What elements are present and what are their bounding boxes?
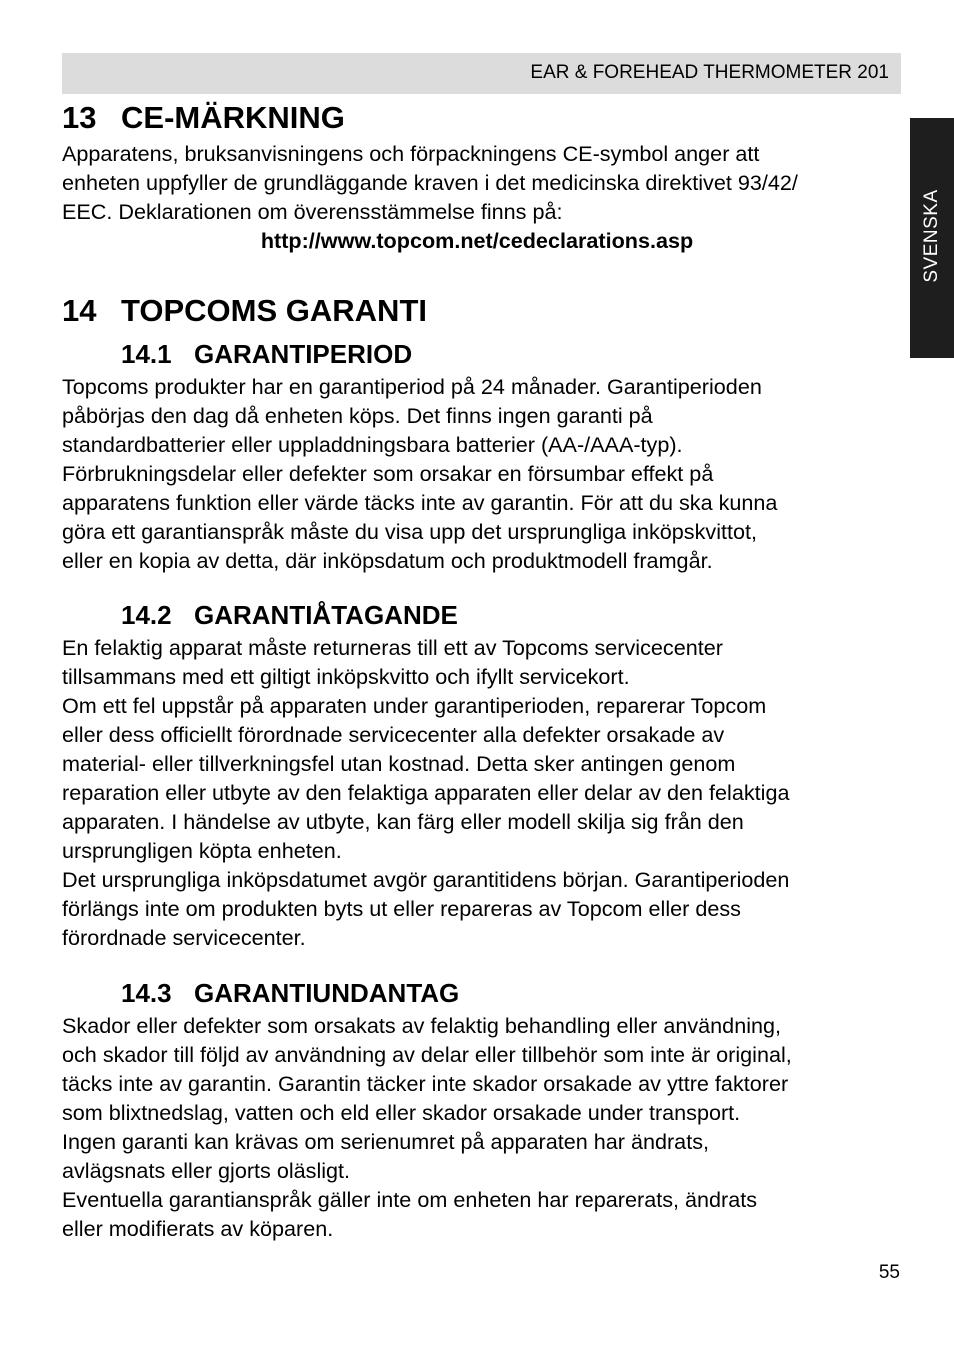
subsection-14-2-title: GARANTIÅTAGANDE [194,600,458,630]
section-14-title: TOPCOMS GARANTI [121,293,427,328]
text-line: material- eller tillverkningsfel utan kostnad. Detta sker antingen genom [62,751,736,776]
text-line: apparatens funktion eller värde täcks inte av garantin. För att du ska kunna [62,490,778,515]
text-line: avlägsnats eller gjorts oläsligt. [62,1158,351,1183]
running-header-title: EAR & FOREHEAD THERMOMETER 201 [530,62,889,83]
text-line: eller modifierats av köparen. [62,1216,334,1241]
subsection-14-2-body [62,633,907,952]
text-line: apparaten. I händelse av utbyte, kan färg eller modell skilja sig från den [62,809,744,834]
text-line: förlängs inte om produkten byts ut eller repareras av Topcom eller dess [62,896,741,921]
running-header [62,53,901,94]
subsection-14-1-number: 14.1 [121,339,172,369]
text-line: reparation eller utbyte av den felaktiga apparaten eller delar av den felaktiga [62,780,790,805]
declaration-url: http://www.topcom.net/cedeclarations.asp [260,228,694,253]
text-line: Topcoms produkter har en garantiperiod på 24 månader. Garantiperioden [62,374,762,399]
text-line: som blixtnedslag, vatten och eld eller skador orsakade under transport. [62,1100,741,1125]
subsection-14-2-number: 14.2 [121,600,172,630]
section-14-number: 14 [62,293,97,328]
subsection-14-1-title: GARANTIPERIOD [194,339,413,369]
text-line: Om ett fel uppstår på apparaten under garantiperioden, reparerar Topcom [62,693,767,718]
text-line: ursprungligen köpta enheten. [62,838,342,863]
text-line: göra ett garantianspråk måste du visa upp det ursprungliga inköpskvittot, [62,519,757,544]
subsection-14-3-title: GARANTIUNDANTAG [194,978,460,1008]
text-line: Skador eller defekter som orsakats av felaktig behandling eller användning, [62,1013,782,1038]
subsection-14-1-body [62,372,907,575]
page-content [62,97,907,1243]
language-tab-label: SVENSKA [921,189,942,283]
text-line: och skador till följd av användning av delar eller tillbehör som inte är original, [62,1042,792,1067]
subsection-14-3-number: 14.3 [121,978,172,1008]
text-line: enheten uppfyller de grundläggande kraven i det medicinska direktivet 93/42/ [62,170,798,195]
subsection-14-2-heading [62,597,907,633]
text-line: täcks inte av garantin. Garantin täcker inte skador orsakade av yttre faktorer [62,1071,789,1096]
text-line: Ingen garanti kan krävas om serienumret på apparaten har ändrats, [62,1129,709,1154]
language-tab [910,118,954,358]
text-line: Det ursprungliga inköpsdatumet avgör garantitidens början. Garantiperioden [62,867,790,892]
section-14-heading [62,290,907,332]
text-line: eller dess officiellt förordnade servicecenter alla defekter orsakade av [62,722,725,747]
text-line: Eventuella garantianspråk gäller inte om enheten har reparerats, ändrats [62,1187,758,1212]
text-line: eller en kopia av detta, där inköpsdatum och produktmodell framgår. [62,548,713,573]
section-13-body [62,139,907,255]
section-13-heading [62,97,907,139]
page-number: 55 [878,1262,900,1283]
text-line: standardbatterier eller uppladdningsbara batterier (AA-/AAA-typ). [62,432,683,457]
text-line: påbörjas den dag då enheten köps. Det finns ingen garanti på [62,403,653,428]
subsection-14-3-heading [62,975,907,1011]
text-line: En felaktig apparat måste returneras till ett av Topcoms servicecenter [62,635,723,660]
text-line: tillsammans med ett giltigt inköpskvitto och ifyllt servicekort. [62,664,630,689]
text-line: EEC. Deklarationen om överensstämmelse finns på: [62,199,563,224]
text-line: förordnade servicecenter. [62,925,306,950]
subsection-14-3-body [62,1011,907,1243]
section-13-number: 13 [62,100,97,135]
section-13-title: CE-MÄRKNING [121,100,345,135]
text-line: Apparatens, bruksanvisningens och förpackningens CE-symbol anger att [62,141,760,166]
text-line: Förbrukningsdelar eller defekter som orsakar en försumbar effekt på [62,461,714,486]
subsection-14-1-heading [62,336,907,372]
